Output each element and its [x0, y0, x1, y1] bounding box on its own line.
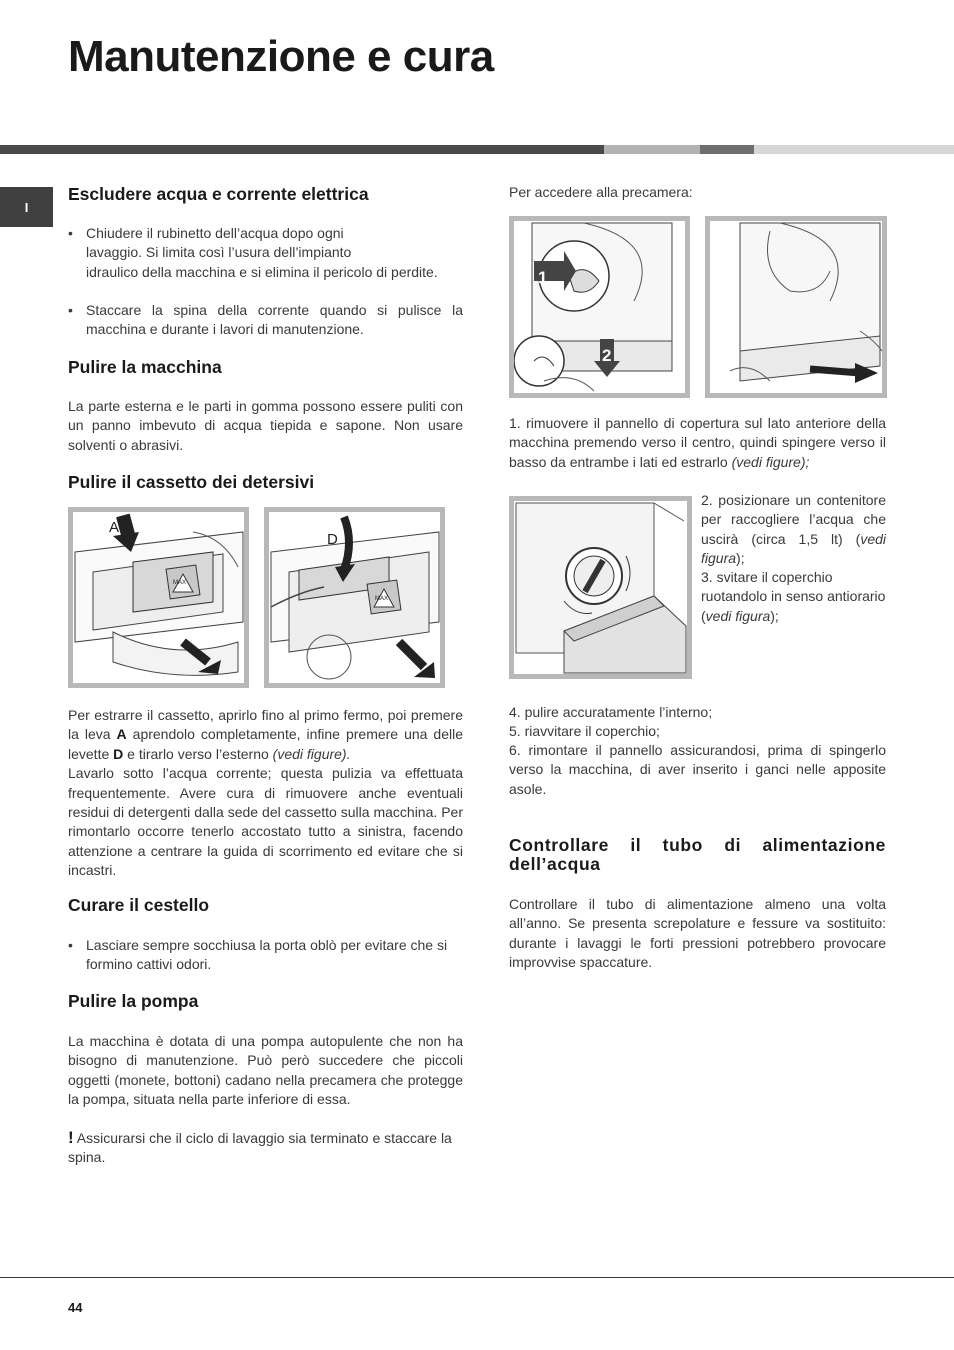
- drawer-text-part3: e tirarlo verso l’esterno: [123, 745, 273, 762]
- page-title: Manutenzione e cura: [68, 32, 494, 81]
- label-d: D: [327, 531, 338, 548]
- section-heading-power: Escludere acqua e corrente elettrica: [68, 184, 369, 204]
- step-3-text: [701, 568, 886, 626]
- panel-illustration-2: [710, 221, 882, 393]
- bullet-tap-line3: idraulico della macchina e si elimina il pericolo di perdite.: [86, 263, 438, 280]
- section-heading-drum: Curare il cestello: [68, 895, 210, 915]
- label-max-a: MAX: [173, 580, 187, 586]
- drawer-illustration-d: [269, 512, 440, 683]
- figure-drawer-lever-d: [264, 507, 445, 688]
- bullet-door: • Lasciare sempre socchiusa la porta oblò per evitare che si formino cattivi odori.: [68, 936, 463, 975]
- label-a: A: [109, 519, 120, 536]
- page-number: 44: [68, 1300, 83, 1315]
- section-heading-detergent-drawer: Pulire il cassetto dei detersivi: [68, 472, 315, 492]
- figure-pump-cover: [509, 496, 692, 679]
- header-bar-mid: [700, 145, 754, 154]
- pump-warning: [68, 1128, 463, 1168]
- bullet-tap: [68, 224, 481, 282]
- bullet-tap-line2: lavaggio. Si limita così l’usura dell’impianto: [86, 244, 352, 261]
- clean-machine-text: La parte esterna e le parti in gomma possono essere puliti con un panno imbevuto di acqua tiepida e sapone. Non usare solventi o abrasivi.: [68, 398, 463, 453]
- step-2-main: 2. posizionare un contenitore per raccogliere l’acqua che uscirà (circa 1,5 lt) (: [701, 492, 886, 547]
- figure-panel-remove-1: [509, 216, 690, 398]
- step-num-2: 2: [602, 346, 612, 365]
- label-max-d: MAX: [375, 596, 389, 602]
- drawer-illustration-a: [73, 512, 244, 683]
- step-3-end: );: [770, 607, 779, 624]
- drawer-text-part2: aprendolo completamente, infine premere una delle levette: [68, 726, 463, 762]
- step-4-text: 4. pulire accuratamente l’interno;: [509, 704, 713, 720]
- step-3-main: 3. svitare il coperchio ruotandolo in senso antiorario (: [701, 569, 886, 624]
- hose-text: Controllare il tubo di alimentazione almeno una volta all’anno. Se presenta screpolature e fessure va sostituito: durante i lavaggi le forti pressioni potrebbero provocare improvvise spaccature.: [509, 896, 886, 971]
- language-tab: I: [0, 187, 53, 227]
- footer-divider: [0, 1277, 954, 1278]
- header-bar-pale: [754, 145, 954, 154]
- bullet-plug: • Staccare la spina della corrente quando si pulisce la macchina e durante i lavori di manutenzione.: [68, 301, 463, 340]
- section-heading-clean-machine: Pulire la macchina: [68, 357, 222, 377]
- drawer-lever-d-ref: D: [113, 745, 124, 762]
- drawer-text: [68, 706, 463, 881]
- header-bar-light: [604, 145, 700, 154]
- drawer-text-wash: Lavarlo sotto l’acqua corrente; questa pulizia va effettuata frequentemente. Avere cura di rimuovere anche eventuali residui di detergenti dalla sede del cassetto sulla macchina. Per rimontarlo occorre tenerlo accostato tutto a sinistra, facendo attenzione a centrare la guida di scorrimento ed evitare che si incastri.: [68, 765, 463, 879]
- drawer-text-see-figures: (vedi figure).: [272, 745, 351, 762]
- step-2-text: [701, 491, 886, 569]
- step-1-main: 1. rimuovere il pannello di copertura sul lato anteriore della macchina premendo verso il centro, quindi spingere verso il basso da entrambe i lati ed estrarlo: [509, 415, 886, 470]
- drawer-text-part1: Per estrarre il cassetto, aprirlo fino al primo fermo, poi premere la leva: [68, 707, 463, 743]
- section-heading-hose: Controllare il tubo di alimentazione dell’acqua: [509, 835, 886, 874]
- step-1-text: [509, 414, 886, 472]
- pump-text: La macchina è dotata di una pompa autopulente che non ha bisogno di manutenzione. Può però succedere che piccoli oggetti (monete, bottoni) cadano nella precamera che protegge la pompa, situata nella parte inferiore di essa.: [68, 1033, 463, 1108]
- pump-illustration: [514, 501, 687, 674]
- step-1-see: (vedi figure);: [731, 453, 810, 470]
- step-2-see: vedi figura: [701, 530, 886, 567]
- precamera-intro: Per accedere alla precamera:: [509, 184, 693, 200]
- step-3-see: vedi figura: [705, 607, 771, 624]
- figure-drawer-lever-a: [68, 507, 249, 688]
- drawer-lever-a-ref: A: [116, 726, 127, 743]
- pump-warning-text: Assicurarsi che il ciclo di lavaggio sia terminato e staccare la spina.: [68, 1130, 452, 1166]
- step-num-1: 1: [538, 268, 548, 287]
- figure-panel-remove-2: [705, 216, 887, 398]
- warning-icon: !: [68, 1128, 74, 1147]
- header-bar-dark: [0, 145, 604, 154]
- section-heading-pump: Pulire la pompa: [68, 991, 199, 1011]
- bullet-tap-line1: Chiudere il rubinetto dell’acqua dopo ogni: [86, 225, 344, 241]
- step-5-text: 5. riavvitare il coperchio;: [509, 723, 660, 739]
- panel-illustration-1: [514, 221, 685, 393]
- step-6-text: 6. rimontare il pannello assicurandosi, prima di spingerlo verso la macchina, di aver inserito i ganci nelle apposite asole.: [509, 742, 886, 797]
- step-2-end: );: [736, 550, 745, 567]
